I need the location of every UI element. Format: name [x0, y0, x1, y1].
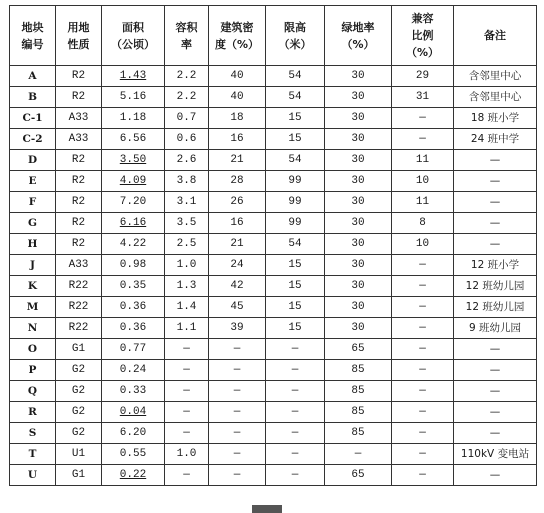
header-plot-id-line: 编号 — [21, 37, 44, 51]
header-compatible-ratio-line: 兼容 — [411, 12, 434, 25]
cell-building-density: 40 — [209, 87, 266, 108]
cell-height-limit: 15 — [266, 108, 325, 129]
header-building-density-line: 度（%） — [214, 37, 260, 51]
cell-building-density: 39 — [209, 318, 266, 339]
cell-height-limit: — — [266, 423, 325, 444]
cell-far: 2.5 — [165, 234, 209, 255]
cell-land-use: R2 — [56, 234, 102, 255]
cell-green-ratio: 65 — [325, 339, 392, 360]
area-value: 6.56 — [119, 133, 147, 145]
cell-remarks: — — [454, 381, 537, 402]
cell-land-use: G1 — [56, 339, 102, 360]
area-value: 3.50 — [119, 154, 147, 166]
cell-compatible-ratio: — — [392, 339, 454, 360]
cell-plot-id: E — [10, 171, 56, 192]
cell-building-density: 16 — [209, 213, 266, 234]
cell-height-limit: 99 — [266, 213, 325, 234]
land-use-table-container — [9, 5, 537, 486]
table-row — [10, 444, 537, 465]
cell-height-limit: — — [266, 339, 325, 360]
cell-height-limit: 54 — [266, 66, 325, 87]
land-use-table — [9, 5, 537, 486]
cell-remarks: — — [454, 213, 537, 234]
cell-compatible-ratio: 29 — [392, 66, 454, 87]
header-building-density — [209, 6, 266, 66]
area-value: 0.36 — [119, 322, 147, 334]
header-far-line: 容积 — [175, 20, 198, 34]
area-value: 0.22 — [119, 469, 147, 481]
cropped-footer-mark — [252, 505, 282, 513]
header-plot-id-line: 地块 — [21, 20, 44, 34]
cell-green-ratio: 30 — [325, 276, 392, 297]
cell-plot-id: B — [10, 87, 56, 108]
header-height-limit-line: 限高 — [284, 20, 306, 34]
cell-area — [102, 234, 165, 255]
cell-remarks: — — [454, 360, 537, 381]
cell-building-density: — — [209, 465, 266, 486]
header-land-use-line: 性质 — [67, 37, 90, 51]
cell-green-ratio: 85 — [325, 360, 392, 381]
cell-remarks: — — [454, 234, 537, 255]
cell-far: 1.4 — [165, 297, 209, 318]
cell-compatible-ratio: — — [392, 381, 454, 402]
cell-remarks: — — [454, 465, 537, 486]
cell-far: 1.1 — [165, 318, 209, 339]
header-green-ratio — [325, 6, 392, 66]
cell-land-use: R2 — [56, 192, 102, 213]
cell-building-density: 40 — [209, 66, 266, 87]
area-value: 0.24 — [119, 364, 147, 376]
cell-height-limit: 99 — [266, 171, 325, 192]
cell-remarks: — — [454, 192, 537, 213]
area-value: 6.20 — [119, 427, 147, 439]
cell-land-use: G2 — [56, 381, 102, 402]
cell-green-ratio: 30 — [325, 66, 392, 87]
cell-plot-id: O — [10, 339, 56, 360]
cell-building-density: — — [209, 381, 266, 402]
cell-plot-id: M — [10, 297, 56, 318]
cell-land-use: R22 — [56, 318, 102, 339]
cell-green-ratio: 30 — [325, 150, 392, 171]
cell-height-limit: — — [266, 465, 325, 486]
header-land-use-line: 用地 — [67, 20, 90, 34]
cell-green-ratio: — — [325, 444, 392, 465]
area-value: 1.43 — [119, 70, 147, 82]
cell-compatible-ratio: — — [392, 255, 454, 276]
cell-remarks: 12 班幼儿园 — [454, 297, 537, 318]
cell-building-density: — — [209, 402, 266, 423]
area-value: 4.09 — [119, 175, 147, 187]
cell-area — [102, 213, 165, 234]
cell-area — [102, 444, 165, 465]
cell-height-limit: 15 — [266, 297, 325, 318]
cell-far: 1.0 — [165, 444, 209, 465]
cell-area — [102, 255, 165, 276]
cell-plot-id: P — [10, 360, 56, 381]
cell-land-use: A33 — [56, 108, 102, 129]
cell-green-ratio: 30 — [325, 108, 392, 129]
cell-height-limit: 15 — [266, 255, 325, 276]
cell-area — [102, 297, 165, 318]
cell-building-density: — — [209, 339, 266, 360]
cell-far: 2.6 — [165, 150, 209, 171]
header-area — [102, 6, 165, 66]
cell-height-limit: — — [266, 381, 325, 402]
cell-area — [102, 318, 165, 339]
cell-area — [102, 465, 165, 486]
cell-land-use: A33 — [56, 255, 102, 276]
cell-height-limit: 54 — [266, 150, 325, 171]
cell-area — [102, 381, 165, 402]
header-height-limit-line: （米） — [278, 37, 312, 51]
table-row — [10, 465, 537, 486]
cell-area — [102, 339, 165, 360]
cell-plot-id: T — [10, 444, 56, 465]
cell-area — [102, 150, 165, 171]
cell-area — [102, 423, 165, 444]
cell-plot-id: R — [10, 402, 56, 423]
cell-compatible-ratio: — — [392, 276, 454, 297]
cell-building-density: 42 — [209, 276, 266, 297]
cell-building-density: 21 — [209, 234, 266, 255]
cell-building-density: 18 — [209, 108, 266, 129]
table-row — [10, 129, 537, 150]
cell-area — [102, 402, 165, 423]
cell-remarks: — — [454, 171, 537, 192]
cell-land-use: U1 — [56, 444, 102, 465]
header-far-line: 率 — [181, 37, 192, 51]
cell-building-density: 45 — [209, 297, 266, 318]
cell-land-use: G2 — [56, 423, 102, 444]
cell-far: 3.8 — [165, 171, 209, 192]
cell-area — [102, 129, 165, 150]
cell-green-ratio: 85 — [325, 381, 392, 402]
header-plot-id — [10, 6, 56, 66]
cell-height-limit: — — [266, 402, 325, 423]
cell-far: — — [165, 423, 209, 444]
cell-area — [102, 66, 165, 87]
table-row — [10, 66, 537, 87]
cell-green-ratio: 30 — [325, 318, 392, 339]
header-row — [10, 6, 537, 66]
cell-height-limit: 15 — [266, 129, 325, 150]
cell-compatible-ratio: 11 — [392, 150, 454, 171]
table-row — [10, 213, 537, 234]
header-compatible-ratio — [392, 6, 454, 66]
table-row — [10, 255, 537, 276]
cell-land-use: R2 — [56, 87, 102, 108]
cell-area — [102, 276, 165, 297]
cell-building-density: — — [209, 360, 266, 381]
cell-green-ratio: 30 — [325, 129, 392, 150]
cell-green-ratio: 30 — [325, 171, 392, 192]
area-value: 0.77 — [119, 343, 147, 355]
cell-plot-id: K — [10, 276, 56, 297]
area-value: 6.16 — [119, 217, 147, 229]
cell-building-density: 24 — [209, 255, 266, 276]
table-row — [10, 150, 537, 171]
cell-far: 0.6 — [165, 129, 209, 150]
table-row — [10, 318, 537, 339]
header-far — [165, 6, 209, 66]
cell-plot-id: A — [10, 66, 56, 87]
table-row — [10, 339, 537, 360]
area-value: 0.55 — [119, 448, 147, 460]
cell-remarks: 9 班幼儿园 — [454, 318, 537, 339]
cell-compatible-ratio: 31 — [392, 87, 454, 108]
table-row — [10, 234, 537, 255]
cell-green-ratio: 30 — [325, 192, 392, 213]
cell-remarks: 12 班小学 — [454, 255, 537, 276]
cell-area — [102, 171, 165, 192]
cell-compatible-ratio: 10 — [392, 234, 454, 255]
header-green-ratio-line: 绿地率 — [341, 20, 375, 34]
header-land-use — [56, 6, 102, 66]
header-green-ratio-line: （%） — [341, 37, 375, 51]
table-row — [10, 381, 537, 402]
cell-remarks: 110kV 变电站 — [454, 444, 537, 465]
cell-far: 1.0 — [165, 255, 209, 276]
header-area-line: （公顷） — [111, 37, 155, 51]
cell-compatible-ratio: 8 — [392, 213, 454, 234]
table-row — [10, 297, 537, 318]
cell-remarks: — — [454, 402, 537, 423]
header-building-density-line: 建筑密 — [220, 20, 254, 34]
cell-far: 2.2 — [165, 66, 209, 87]
cell-land-use: G1 — [56, 465, 102, 486]
cell-plot-id: J — [10, 255, 56, 276]
table-row — [10, 171, 537, 192]
cell-compatible-ratio: — — [392, 465, 454, 486]
cell-building-density: 21 — [209, 150, 266, 171]
cell-land-use: G2 — [56, 402, 102, 423]
cell-remarks: 18 班小学 — [454, 108, 537, 129]
cell-plot-id: H — [10, 234, 56, 255]
cell-plot-id: G — [10, 213, 56, 234]
cell-remarks: 含邻里中心 — [454, 66, 537, 87]
header-compatible-ratio-line: 比例 — [411, 29, 434, 42]
cell-compatible-ratio: — — [392, 108, 454, 129]
cell-remarks: 24 班中学 — [454, 129, 537, 150]
cell-plot-id: U — [10, 465, 56, 486]
cell-green-ratio: 30 — [325, 87, 392, 108]
cell-remarks: — — [454, 339, 537, 360]
area-value: 0.36 — [119, 301, 147, 313]
cell-height-limit: 99 — [266, 192, 325, 213]
cell-far: 1.3 — [165, 276, 209, 297]
area-value: 7.20 — [119, 196, 147, 208]
cell-far: — — [165, 360, 209, 381]
cell-plot-id: D — [10, 150, 56, 171]
cell-building-density: — — [209, 444, 266, 465]
header-compatible-ratio-line: （%） — [405, 46, 440, 59]
cell-compatible-ratio: — — [392, 318, 454, 339]
cell-green-ratio: 85 — [325, 423, 392, 444]
table-row — [10, 360, 537, 381]
cell-far: 3.5 — [165, 213, 209, 234]
cell-land-use: R2 — [56, 66, 102, 87]
table-row — [10, 402, 537, 423]
cell-height-limit: 15 — [266, 276, 325, 297]
header-remarks-line: 备注 — [484, 29, 506, 42]
cell-height-limit: 54 — [266, 87, 325, 108]
cell-far: 2.2 — [165, 87, 209, 108]
cell-green-ratio: 85 — [325, 402, 392, 423]
cell-land-use: R2 — [56, 171, 102, 192]
cell-height-limit: 15 — [266, 318, 325, 339]
table-row — [10, 423, 537, 444]
cell-far: — — [165, 381, 209, 402]
cell-compatible-ratio: — — [392, 360, 454, 381]
cell-compatible-ratio: 11 — [392, 192, 454, 213]
cell-green-ratio: 65 — [325, 465, 392, 486]
cell-plot-id: S — [10, 423, 56, 444]
cell-compatible-ratio: 10 — [392, 171, 454, 192]
cell-height-limit: — — [266, 360, 325, 381]
cell-green-ratio: 30 — [325, 297, 392, 318]
table-body — [10, 66, 537, 486]
cell-plot-id: F — [10, 192, 56, 213]
cell-land-use: R22 — [56, 297, 102, 318]
cell-far: — — [165, 465, 209, 486]
cell-building-density: — — [209, 423, 266, 444]
cell-compatible-ratio: — — [392, 423, 454, 444]
cell-green-ratio: 30 — [325, 213, 392, 234]
area-value: 5.16 — [119, 91, 147, 103]
cell-height-limit: 54 — [266, 234, 325, 255]
cell-land-use: A33 — [56, 129, 102, 150]
cell-plot-id: C-2 — [10, 129, 56, 150]
cell-green-ratio: 30 — [325, 234, 392, 255]
cell-green-ratio: 30 — [325, 255, 392, 276]
cell-remarks: — — [454, 150, 537, 171]
area-value: 4.22 — [119, 238, 147, 250]
cell-compatible-ratio: — — [392, 444, 454, 465]
cell-remarks: — — [454, 423, 537, 444]
cell-area — [102, 360, 165, 381]
cell-land-use: R2 — [56, 213, 102, 234]
cell-far: — — [165, 402, 209, 423]
cell-far: 0.7 — [165, 108, 209, 129]
cell-land-use: R22 — [56, 276, 102, 297]
table-row — [10, 108, 537, 129]
table-row — [10, 276, 537, 297]
cell-remarks: 12 班幼儿园 — [454, 276, 537, 297]
cell-building-density: 28 — [209, 171, 266, 192]
cell-area — [102, 108, 165, 129]
area-value: 0.04 — [119, 406, 147, 418]
cell-area — [102, 192, 165, 213]
cell-plot-id: N — [10, 318, 56, 339]
cell-far: — — [165, 339, 209, 360]
cell-compatible-ratio: — — [392, 402, 454, 423]
header-height-limit — [266, 6, 325, 66]
cell-compatible-ratio: — — [392, 297, 454, 318]
area-value: 0.35 — [119, 280, 147, 292]
cell-building-density: 16 — [209, 129, 266, 150]
cell-compatible-ratio: — — [392, 129, 454, 150]
cell-land-use: R2 — [56, 150, 102, 171]
area-value: 0.98 — [119, 259, 147, 271]
cell-plot-id: C-1 — [10, 108, 56, 129]
header-remarks — [454, 6, 537, 66]
cell-far: 3.1 — [165, 192, 209, 213]
header-area-line: 面积 — [122, 20, 144, 34]
cell-land-use: G2 — [56, 360, 102, 381]
area-value: 0.33 — [119, 385, 147, 397]
cell-height-limit: — — [266, 444, 325, 465]
table-row — [10, 87, 537, 108]
cell-area — [102, 87, 165, 108]
cell-remarks: 含邻里中心 — [454, 87, 537, 108]
cell-building-density: 26 — [209, 192, 266, 213]
table-row — [10, 192, 537, 213]
area-value: 1.18 — [119, 112, 147, 124]
cell-plot-id: Q — [10, 381, 56, 402]
